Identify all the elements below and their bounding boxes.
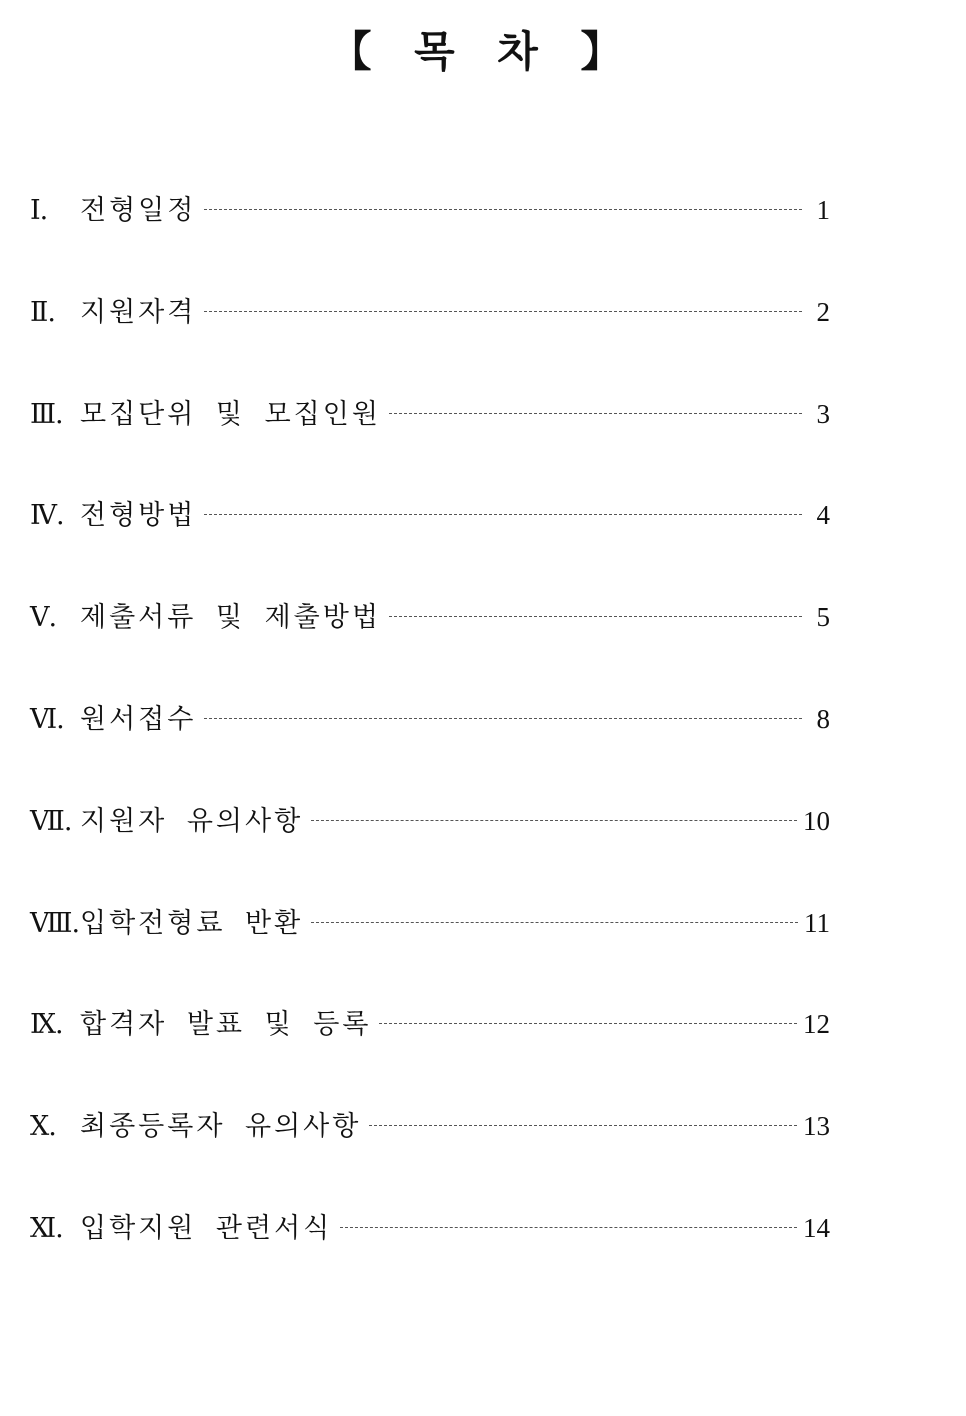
- toc-item[interactable]: [30, 789, 830, 853]
- toc-item-page[interactable]: 3: [816, 398, 830, 429]
- toc-item-title[interactable]: 지원자격: [80, 296, 197, 328]
- toc-item-number: Ⅳ.: [30, 500, 64, 532]
- toc-item-number: Ⅶ.: [30, 805, 72, 837]
- toc-item-page[interactable]: 1: [816, 195, 830, 225]
- toc-item[interactable]: [30, 992, 830, 1056]
- dotted-leader: [204, 209, 802, 210]
- dotted-leader: [369, 1125, 797, 1126]
- toc-item-title[interactable]: 모집단위 및 모집인원: [80, 398, 381, 430]
- toc-item-number: Ⅺ.: [30, 1212, 63, 1244]
- dotted-leader: [389, 616, 802, 617]
- toc-item[interactable]: [30, 1094, 830, 1158]
- toc-item-page[interactable]: 13: [803, 1111, 830, 1142]
- toc-item-number: Ⅸ.: [30, 1009, 63, 1041]
- toc-item-number: Ⅵ.: [30, 703, 64, 735]
- toc-item-title[interactable]: 입학지원 관련서식: [80, 1212, 333, 1244]
- dotted-leader: [311, 820, 797, 821]
- dotted-leader: [204, 311, 802, 312]
- toc-item-title[interactable]: 최종등록자 유의사항: [80, 1111, 362, 1143]
- dotted-leader: [379, 1023, 797, 1024]
- toc-item-title[interactable]: 지원자 유의사항: [80, 805, 304, 837]
- toc-item[interactable]: [30, 483, 830, 547]
- toc-item-number: Ⅱ.: [30, 296, 55, 328]
- toc-item[interactable]: [30, 687, 830, 751]
- toc-item-page[interactable]: 12: [803, 1009, 830, 1040]
- toc-item-page[interactable]: 14: [803, 1212, 830, 1243]
- toc-item-title[interactable]: 전형일정: [80, 195, 197, 226]
- toc-item-title[interactable]: 합격자 발표 및 등록: [80, 1009, 372, 1041]
- dotted-leader: [204, 514, 802, 515]
- dotted-leader: [204, 718, 802, 719]
- toc-item-number: Ⅴ.: [30, 602, 57, 634]
- toc-item-page[interactable]: 4: [816, 500, 830, 531]
- toc-item[interactable]: [30, 382, 830, 446]
- toc-item[interactable]: [30, 178, 830, 242]
- toc-item-title[interactable]: 전형방법: [80, 500, 197, 532]
- toc-item-number: Ⅰ.: [30, 195, 48, 226]
- toc-item-title[interactable]: 제출서류 및 제출방법: [80, 602, 381, 634]
- toc-item-number: Ⅲ.: [30, 398, 63, 430]
- toc-item-number: Ⅷ.: [30, 907, 80, 939]
- toc-item-number: Ⅹ.: [30, 1111, 56, 1143]
- toc-item[interactable]: [30, 891, 830, 955]
- toc-item-page[interactable]: 5: [816, 602, 830, 633]
- toc-item-title[interactable]: 원서접수: [80, 703, 197, 735]
- toc-item-page[interactable]: 11: [804, 907, 830, 938]
- toc-item-title[interactable]: 입학전형료 반환: [80, 907, 304, 939]
- toc-item-page[interactable]: 8: [816, 703, 830, 734]
- toc-item-page[interactable]: 2: [816, 296, 830, 327]
- toc-item-page[interactable]: 10: [803, 805, 830, 836]
- toc-item[interactable]: [30, 280, 830, 344]
- toc-item[interactable]: [30, 1196, 830, 1260]
- toc-item[interactable]: [30, 585, 830, 649]
- page-title: 【 목 차 】: [329, 27, 637, 76]
- dotted-leader: [340, 1227, 797, 1228]
- dotted-leader: [389, 413, 802, 414]
- toc-list: [30, 178, 830, 1298]
- dotted-leader: [311, 922, 798, 923]
